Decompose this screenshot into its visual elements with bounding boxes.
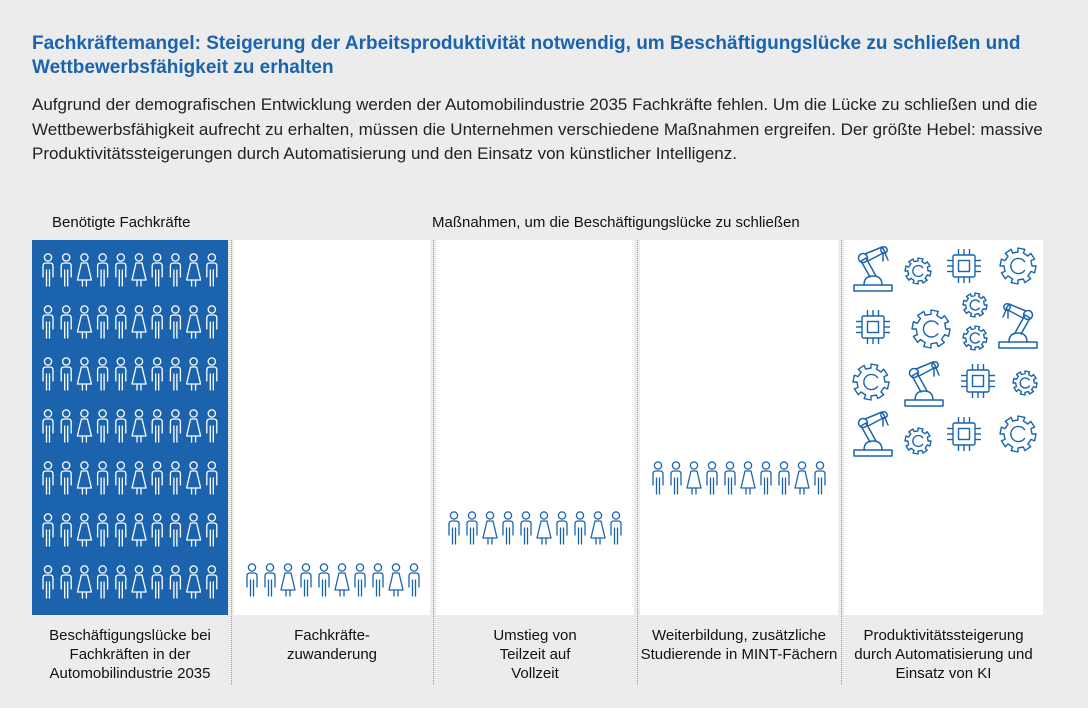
gear-icon [1000, 416, 1036, 452]
person-icon [116, 514, 126, 546]
gear-icon [853, 364, 889, 400]
person-icon [207, 358, 217, 390]
person-icon [557, 512, 567, 544]
person-icon [152, 254, 162, 286]
gear-icon [1000, 248, 1036, 284]
person-icon [98, 306, 108, 338]
person-icon [116, 410, 126, 442]
header-measures: Maßnahmen, um die Beschäftigungslücke zu schließen [432, 214, 800, 231]
person-icon [77, 566, 91, 598]
label-immigration: Fachkräfte-zuwanderung [286, 627, 378, 663]
person-icon [503, 512, 513, 544]
person-icon [61, 462, 71, 494]
robot-arm-icon [854, 412, 892, 456]
person-icon [132, 254, 146, 286]
person-icon [187, 254, 201, 286]
robot-arm-icon [999, 304, 1037, 348]
gear-icon [912, 310, 950, 348]
person-icon [43, 306, 53, 338]
robot-arm-icon [905, 362, 943, 406]
person-icon [77, 358, 91, 390]
robot-arm-icon [854, 247, 892, 291]
person-icon [152, 514, 162, 546]
person-icon [98, 462, 108, 494]
person-icon [575, 512, 585, 544]
chip-icon [961, 364, 995, 398]
person-icon [301, 564, 311, 596]
person-icon [43, 254, 53, 286]
gear-icon [905, 258, 931, 284]
person-icon [449, 512, 459, 544]
person-icon [207, 254, 217, 286]
person-icon [77, 306, 91, 338]
person-icon [707, 462, 717, 494]
person-icon [207, 410, 217, 442]
header-needed-workers: Benötigte Fachkräfte [52, 214, 191, 231]
person-icon [98, 566, 108, 598]
label-part-to-full-time: Umstieg von Teilzeit auf Vollzeit [493, 627, 577, 682]
person-icon [132, 358, 146, 390]
person-icon [815, 462, 825, 494]
person-icon [170, 410, 180, 442]
gear-icon [963, 293, 987, 317]
person-icon [170, 566, 180, 598]
person-icon [77, 514, 91, 546]
person-icon [61, 410, 71, 442]
person-icon [43, 410, 53, 442]
person-icon [187, 358, 201, 390]
person-icon [61, 306, 71, 338]
person-icon [687, 462, 701, 494]
person-icon [98, 514, 108, 546]
person-icon [98, 254, 108, 286]
person-icon [207, 306, 217, 338]
gear-icon [1013, 371, 1037, 395]
chip-icon [856, 310, 890, 344]
person-icon [170, 306, 180, 338]
person-icon [187, 566, 201, 598]
person-icon [170, 462, 180, 494]
person-icon [591, 512, 605, 544]
gear-icon [963, 326, 987, 350]
person-icon [265, 564, 275, 596]
person-icon [170, 514, 180, 546]
person-icon [43, 462, 53, 494]
person-icon [132, 306, 146, 338]
person-icon [247, 564, 257, 596]
person-icon [77, 462, 91, 494]
label-employment-gap: Beschäftigungslücke bei Fachkräften in der Automobilindustrie 2035 [49, 627, 211, 682]
person-icon [116, 358, 126, 390]
person-icon [116, 566, 126, 598]
person-icon [98, 358, 108, 390]
person-icon [61, 358, 71, 390]
person-icon [77, 254, 91, 286]
person-icon [61, 254, 71, 286]
person-icon [77, 410, 91, 442]
person-icon [653, 462, 663, 494]
person-icon [152, 306, 162, 338]
person-icon [281, 564, 295, 596]
person-icon [409, 564, 419, 596]
person-icon [132, 410, 146, 442]
person-icon [741, 462, 755, 494]
person-icon [98, 410, 108, 442]
person-icon [187, 410, 201, 442]
person-icon [132, 566, 146, 598]
intro-text: Aufgrund der demografischen Entwicklung werden der Automobilindustrie 2035 Fachkräfte fehlen. Um die Lücke zu schließen und die Wettbewerbsfähigkeit aufrecht zu erhalten, müssen die Unternehmen verschiedene Maßnahmen ergreifen. Der größte Hebel: massive Produktivitätssteigerungen durch Automatisierung und den Einsatz von künstlicher Intelligenz. [32, 95, 1043, 163]
person-icon [319, 564, 329, 596]
person-icon [132, 462, 146, 494]
person-icon [43, 566, 53, 598]
person-icon [152, 462, 162, 494]
gear-icon [905, 428, 931, 454]
person-icon [116, 254, 126, 286]
chart-title: Fachkräftemangel: Steigerung der Arbeitsproduktivität notwendig, um Beschäftigungslücke zu schließen und Wettbewerbsfähigkeit zu erhalten [32, 33, 1021, 78]
person-icon [355, 564, 365, 596]
chip-icon [947, 249, 981, 283]
person-icon [611, 512, 621, 544]
person-icon [389, 564, 403, 596]
person-icon [335, 564, 349, 596]
person-icon [373, 564, 383, 596]
person-icon [795, 462, 809, 494]
person-icon [207, 566, 217, 598]
label-automation-ai: Produktivitätssteigerung durch Automatisierung und Einsatz von KI [854, 627, 1033, 682]
person-icon [170, 358, 180, 390]
person-icon [521, 512, 531, 544]
person-icon [467, 512, 477, 544]
person-icon [187, 306, 201, 338]
person-icon [207, 462, 217, 494]
person-icon [187, 462, 201, 494]
person-icon [187, 514, 201, 546]
person-icon [152, 410, 162, 442]
person-icon [132, 514, 146, 546]
person-icon [61, 566, 71, 598]
person-icon [170, 254, 180, 286]
person-icon [152, 358, 162, 390]
person-icon [725, 462, 735, 494]
person-icon [537, 512, 551, 544]
person-icon [779, 462, 789, 494]
person-icon [152, 566, 162, 598]
person-icon [761, 462, 771, 494]
person-icon [61, 514, 71, 546]
person-icon [43, 514, 53, 546]
person-icon [207, 514, 217, 546]
person-icon [671, 462, 681, 494]
label-training: Weiterbildung, zusätzliche Studierende in MINT-Fächern [640, 627, 838, 663]
chip-icon [947, 417, 981, 451]
person-icon [43, 358, 53, 390]
person-icon [116, 462, 126, 494]
person-icon [116, 306, 126, 338]
person-icon [483, 512, 497, 544]
